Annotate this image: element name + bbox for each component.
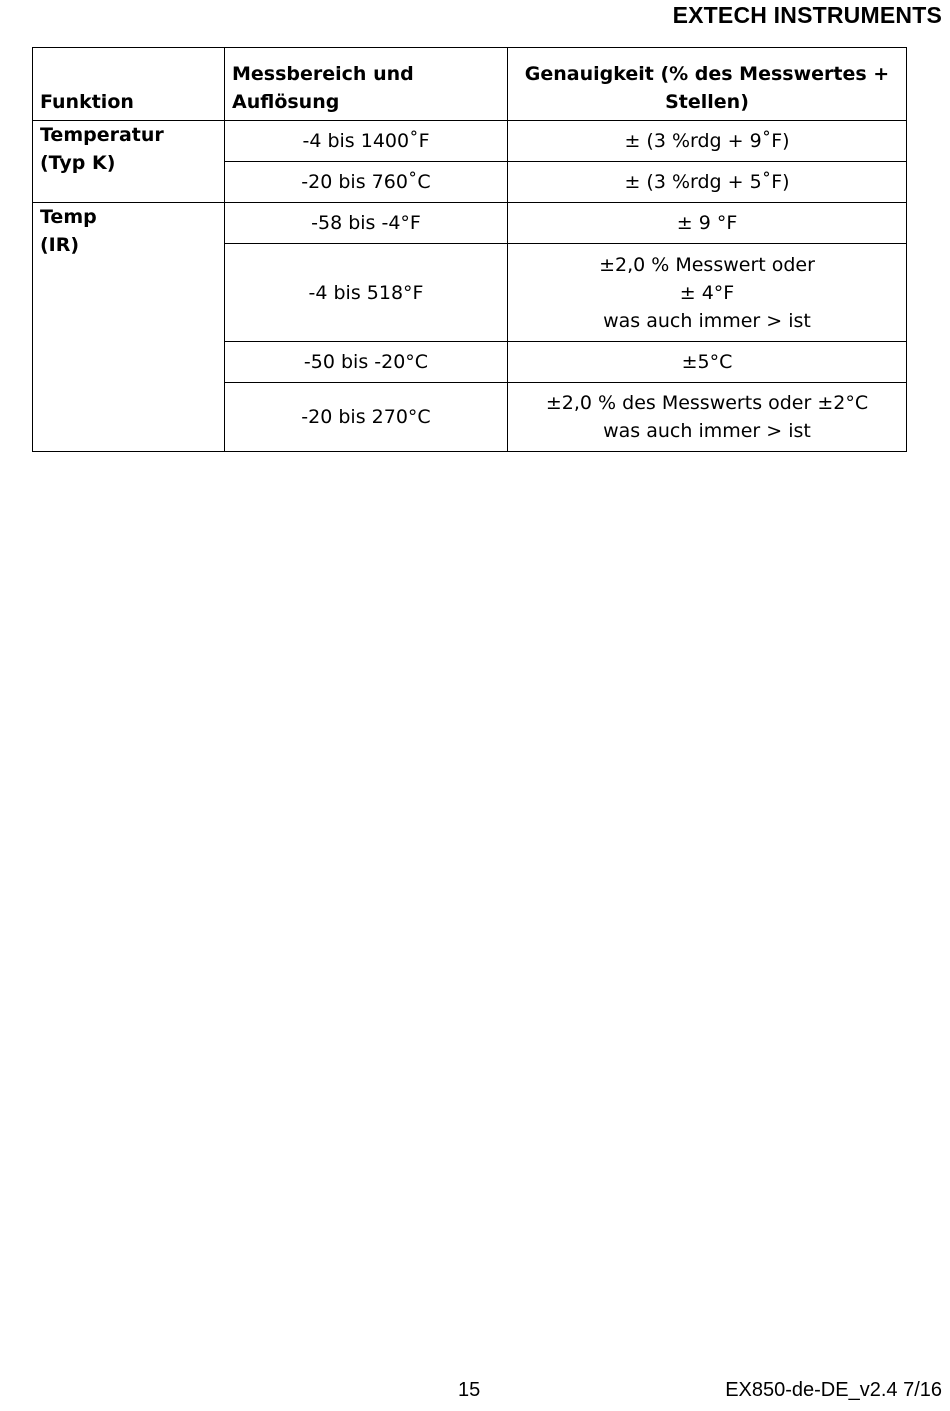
accuracy-cell: ±2,0 % des Messwerts oder ±2°C was auch immer > ist — [508, 383, 907, 452]
table-row — [33, 121, 907, 162]
range-cell: -20 bis 270°C — [225, 383, 508, 452]
accuracy-cell: ± (3 %rdg + 9˚F) — [508, 121, 907, 162]
accuracy-cell: ± 9 °F — [508, 203, 907, 244]
header-function: Funktion — [33, 48, 225, 121]
range-cell: -20 bis 760˚C — [225, 162, 508, 203]
document-id: EX850-de-DE_v2.4 7/16 — [725, 1379, 942, 1401]
function-cell-temperature: Temperatur (Typ K) — [33, 121, 225, 203]
brand-header: EXTECH INSTRUMENTS — [672, 2, 942, 28]
accuracy-cell: ± (3 %rdg + 5˚F) — [508, 162, 907, 203]
range-cell: -58 bis -4°F — [225, 203, 508, 244]
accuracy-cell: ±2,0 % Messwert oder ± 4°F was auch immer > ist — [508, 244, 907, 342]
page-number: 15 — [458, 1379, 481, 1401]
table-row — [33, 203, 907, 244]
header-accuracy: Genauigkeit (% des Messwertes + Stellen) — [508, 48, 907, 121]
specification-table — [32, 47, 907, 452]
range-cell: -50 bis -20°C — [225, 342, 508, 383]
header-range: Messbereich und Auflösung — [225, 48, 508, 121]
table-header-row — [33, 48, 907, 121]
accuracy-cell: ±5°C — [508, 342, 907, 383]
function-cell-temp-ir: Temp (IR) — [33, 203, 225, 452]
range-cell: -4 bis 1400˚F — [225, 121, 508, 162]
range-cell: -4 bis 518°F — [225, 244, 508, 342]
